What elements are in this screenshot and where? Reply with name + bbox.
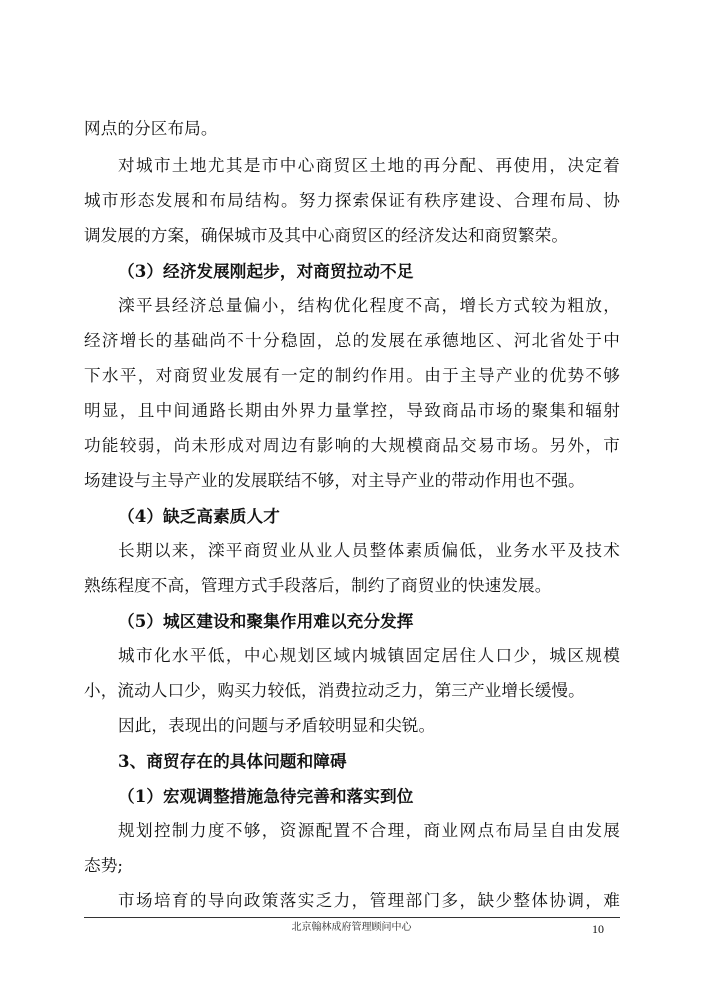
section-heading: （3）经济发展刚起步，对商贸拉动不足: [118, 261, 414, 281]
paragraph-line: 规划控制力度不够，资源配置不合理，商业网点布局呈自由发展: [118, 821, 620, 840]
paragraph-line: 下水平，对商贸业发展有一定的制约作用。由于主导产业的优势不够: [84, 366, 620, 385]
paragraph-line: 滦平县经济总量偏小，结构优化程度不高，增长方式较为粗放，: [118, 296, 620, 315]
paragraph-line: 场建设与主导产业的发展联结不够，对主导产业的带动作用也不强。: [84, 471, 585, 490]
paragraph-line: 长期以来，滦平商贸业从业人员整体素质偏低，业务水平及技术: [118, 541, 620, 560]
section-heading: （4）缺乏高素质人才: [118, 506, 280, 526]
footer-organization: 北京翰林成府管理顾问中心: [291, 922, 412, 933]
paragraph-line: 明显，且中间通路长期由外界力量掌控，导致商品市场的聚集和辐射: [84, 401, 620, 420]
paragraph-line: 对城市土地尤其是市中心商贸区土地的再分配、再使用，决定着: [118, 156, 620, 175]
paragraph-line: 态势;: [84, 856, 124, 875]
paragraph-line: 市场培育的导向政策落实乏力，管理部门多，缺少整体协调，难: [118, 891, 620, 910]
section-heading: 3、商贸存在的具体问题和障碍: [118, 751, 347, 771]
paragraph-line: 小，流动人口少，购买力较低，消费拉动乏力，第三产业增长缓慢。: [84, 681, 585, 700]
paragraph-line: 城市形态发展和布局结构。努力探索保证有秩序建设、合理布局、协: [84, 191, 620, 210]
paragraph-line: 调发展的方案，确保城市及其中心商贸区的经济发达和商贸繁荣。: [84, 226, 569, 245]
paragraph-line: 经济增长的基础尚不十分稳固，总的发展在承德地区、河北省处于中: [84, 331, 620, 350]
paragraph-line: 熟练程度不高，管理方式手段落后，制约了商贸业的快速发展。: [84, 576, 552, 595]
footer-divider: [84, 917, 620, 918]
section-heading: （1）宏观调整措施急待完善和落实到位: [118, 786, 414, 806]
paragraph-line: 网点的分区布局。: [84, 119, 218, 138]
paragraph-line: 功能较弱，尚未形成对周边有影响的大规模商品交易市场。另外，市: [84, 436, 620, 455]
paragraph-line: 城市化水平低，中心规划区域内城镇固定居住人口少，城区规模: [118, 646, 620, 665]
section-heading: （5）城区建设和聚集作用难以充分发挥: [118, 611, 414, 631]
page-number: 10: [592, 922, 604, 936]
paragraph-line: 因此，表现出的问题与矛盾较明显和尖锐。: [118, 716, 436, 735]
